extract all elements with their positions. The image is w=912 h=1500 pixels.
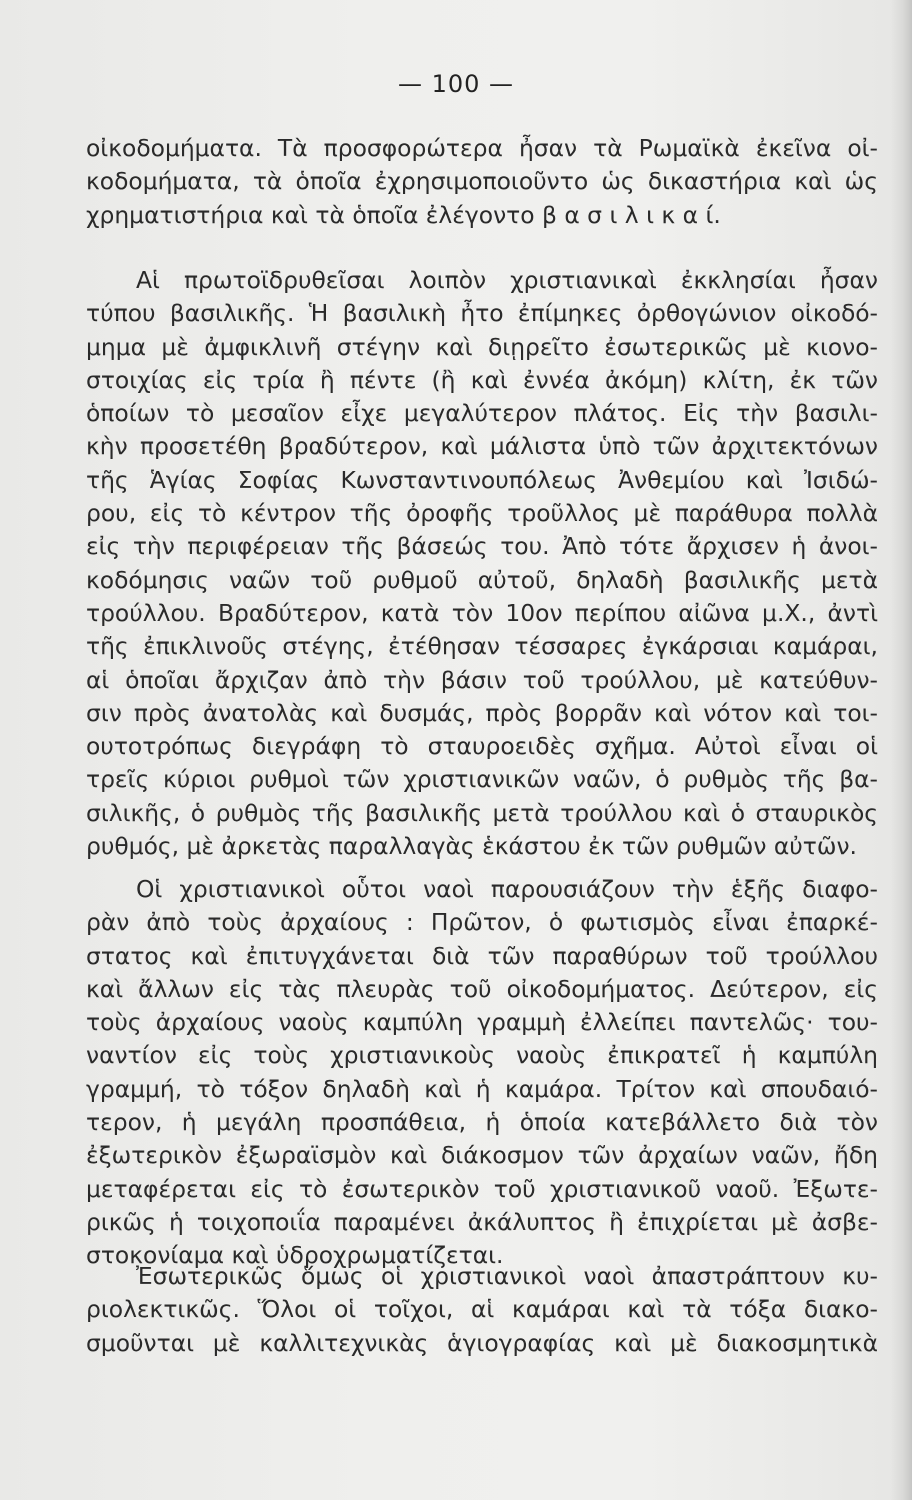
text-line: χρηματιστήρια καὶ τὰ ὁποῖα ἐλέγοντο β α σ ι λ ι κ α ί.: [86, 200, 721, 229]
text-line: τύπου βασιλικῆς. Ἡ βασιλικὴ ἦτο ἐπίμηκες ὀρθογώνιον οἰκοδό-: [86, 299, 878, 328]
text-line: τῆς Ἁγίας Σοφίας Κωνσταντινουπόλεως Ἀνθεμίου καὶ Ἰσιδώ-: [86, 465, 878, 494]
text-line: κὴν προσετέθη βραδύτερον, καὶ μάλιστα ὑπὸ τῶν ἀρχιτεκτόνων: [86, 432, 878, 461]
text-line: ρὰν ἀπὸ τοὺς ἀρχαίους : Πρῶτον, ὁ φωτισμὸς εἶναι ἐπαρκέ-: [86, 908, 878, 937]
text-line: ρου, εἰς τὸ κέντρον τῆς ὀροφῆς τροῦλλος μὲ παράθυρα πολλὰ: [86, 499, 878, 528]
paragraph-4: [86, 1260, 878, 1360]
page-edge-shadow: [890, 0, 912, 1500]
text-line: κοδομήματα, τὰ ὁποῖα ἐχρησιμοποιοῦντο ὡς δικαστήρια καὶ ὡς: [86, 167, 878, 196]
text-line: στατος καὶ ἐπιτυγχάνεται διὰ τῶν παραθύρων τοῦ τρούλλου: [86, 941, 878, 970]
text-line: ὁποίων τὸ μεσαῖον εἶχε μεγαλύτερον πλάτος. Εἰς τὴν βασιλι-: [86, 399, 878, 428]
text-line: αἱ ὁποῖαι ἄρχιζαν ἀπὸ τὴν βάσιν τοῦ τρούλλου, μὲ κατεύθυν-: [86, 665, 878, 694]
text-line: τερον, ἡ μεγάλη προσπάθεια, ἡ ὁποία κατεβάλλετο διὰ τὸν: [86, 1108, 878, 1137]
text-line: τῆς ἐπικλινοῦς στέγης, ἐτέθησαν τέσσαρες ἐγκάρσιαι καμάραι,: [86, 632, 878, 661]
text-line: ναντίον εἰς τοὺς χριστιανικοὺς ναοὺς ἐπικρατεῖ ἡ καμπύλη: [86, 1041, 878, 1070]
text-line: ρυθμός, μὲ ἀρκετὰς παραλλαγὰς ἑκάστου ἐκ τῶν ρυθμῶν αὐτῶν.: [86, 832, 857, 861]
text-line: ἐξωτερικὸν ἐξωραϊσμὸν καὶ διάκοσμον τῶν ἀρχαίων ναῶν, ἤδη: [86, 1141, 878, 1170]
paragraph-1: [86, 132, 878, 232]
text-line: ρικῶς ἡ τοιχοποιΐα παραμένει ἀκάλυπτος ἢ ἐπιχρίεται μὲ ἀσβε-: [86, 1207, 878, 1236]
text-line: γραμμή, τὸ τόξον δηλαδὴ καὶ ἡ καμάρα. Τρίτον καὶ σπουδαιό-: [86, 1074, 878, 1103]
text-line: σιν πρὸς ἀνατολὰς καὶ δυσμάς, πρὸς βορρᾶν καὶ νότον καὶ τοι-: [86, 698, 878, 727]
text-line: ριολεκτικῶς. Ὅλοι οἱ τοῖχοι, αἱ καμάραι καὶ τὰ τόξα διακο-: [86, 1295, 878, 1324]
text-line: τρεῖς κύριοι ρυθμοὶ τῶν χριστιανικῶν ναῶν, ὁ ρυθμὸς τῆς βα-: [86, 765, 878, 794]
text-line: σμοῦνται μὲ καλλιτεχνικὰς ἁγιογραφίας καὶ μὲ διακοσμητικὰ: [86, 1328, 878, 1357]
text-line: στοιχίας εἰς τρία ἢ πέντε (ἢ καὶ ἐννέα ἀκόμη) κλίτη, ἐκ τῶν: [86, 365, 878, 394]
text-line: μεταφέρεται εἰς τὸ ἐσωτερικὸν τοῦ χριστιανικοῦ ναοῦ. Ἐξωτε-: [86, 1174, 878, 1203]
paragraph-3: [86, 873, 878, 1273]
text-line: εἰς τὴν περιφέρειαν τῆς βάσεώς του. Ἀπὸ τότε ἄρχισεν ἡ ἀνοι-: [86, 532, 878, 561]
text-line: Οἱ χριστιανικοὶ οὗτοι ναοὶ παρουσιάζουν τὴν ἑξῆς διαφο-: [136, 875, 878, 903]
text-line: κοδόμησις ναῶν τοῦ ρυθμοῦ αὐτοῦ, δηλαδὴ βασιλικῆς μετὰ: [86, 565, 878, 594]
text-line: τοὺς ἀρχαίους ναοὺς καμπύλη γραμμὴ ἐλλείπει παντελῶς· του-: [86, 1008, 878, 1037]
text-line: οἰκοδομήματα. Τὰ προσφορώτερα ἦσαν τὰ Ρωμαϊκὰ ἐκεῖνα οἰ-: [86, 134, 878, 162]
text-line: μημα μὲ ἀμφικλινῆ στέγην καὶ διῃρεῖτο ἐσωτερικῶς μὲ κιονο-: [86, 332, 878, 361]
text-line: ουτοτρόπως διεγράφη τὸ σταυροειδὲς σχῆμα. Αὐτοὶ εἶναι οἱ: [86, 732, 878, 761]
text-line: σιλικῆς, ὁ ρυθμὸς τῆς βασιλικῆς μετὰ τρούλλου καὶ ὁ σταυρικὸς: [86, 798, 878, 827]
text-line: στοκονίαμα καὶ ὑδροχρωματίζεται.: [86, 1241, 504, 1270]
text-line: Ἐσωτερικῶς ὅμως οἱ χριστιανικοὶ ναοὶ ἀπαστράπτουν κυ-: [136, 1262, 878, 1290]
paragraph-2: [86, 264, 878, 863]
text-line: καὶ ἄλλων εἰς τὰς πλευρὰς τοῦ οἰκοδομήματος. Δεύτερον, εἰς: [86, 974, 878, 1003]
text-line: τρούλλου. Βραδύτερον, κατὰ τὸν 10ον περίπου αἰῶνα μ.Χ., ἀντὶ: [86, 598, 878, 627]
text-line: Αἱ πρωτοϊδρυθεῖσαι λοιπὸν χριστιανικαὶ ἐκκλησίαι ἦσαν: [136, 266, 878, 294]
page-number: — 100 —: [397, 70, 515, 98]
